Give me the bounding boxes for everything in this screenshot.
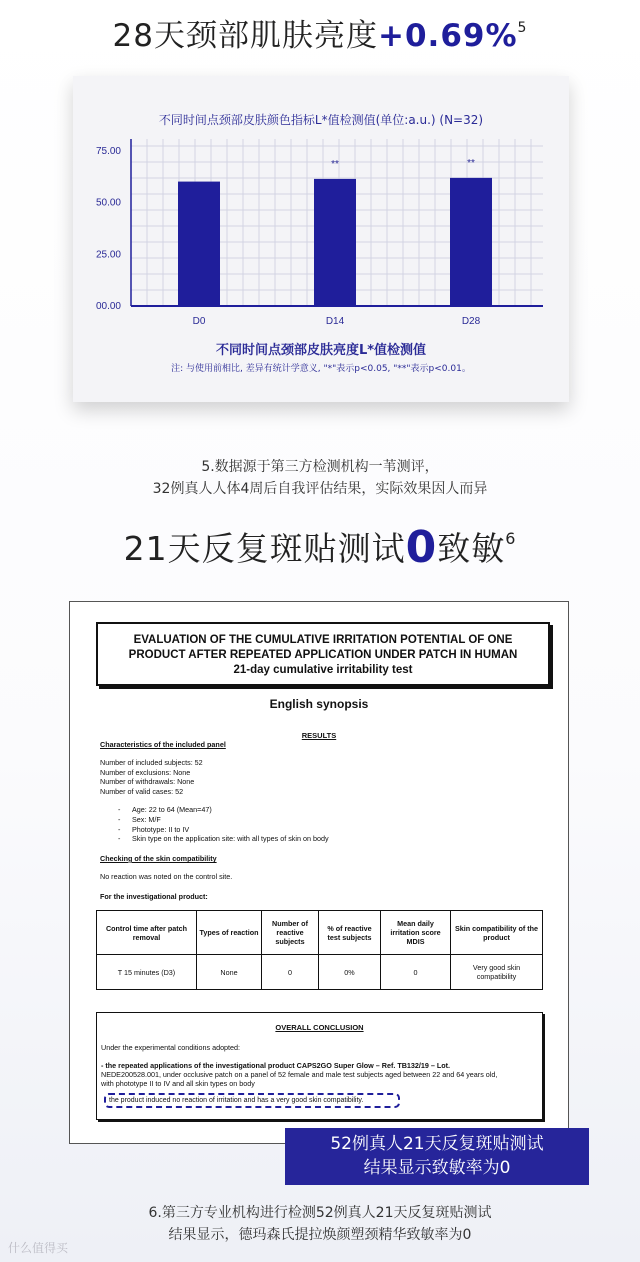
watermark: 什么值得买 [8, 1241, 69, 1255]
footnote-6 [0, 1202, 640, 1246]
report-document [69, 601, 569, 1144]
heading-brightness-ref: 5 [517, 20, 528, 36]
footnote-5-line-1: 5.数据源于第三方检测机构一苇测评， [201, 459, 439, 475]
product-heading: For the investigational product: [100, 892, 208, 901]
conclusion-box [96, 1012, 543, 1120]
bullet-item: - Phototype: II to IV [118, 825, 329, 835]
table-cell: Very good skin compatibility [451, 955, 543, 990]
panel-lines [100, 758, 203, 796]
heading-patch-ref: 6 [505, 529, 517, 548]
bar-chart [73, 131, 569, 339]
panel-line: Number of valid cases: 52 [100, 786, 184, 796]
panel-line: Number of included subjects: 52 [100, 758, 203, 767]
report-title-box [96, 622, 550, 686]
table-cell: 0% [319, 955, 381, 990]
bullet-item: - Sex: M/F [118, 815, 329, 825]
conclusion-text-1: - the repeated applications of the investigational product CAPS2GO Super Glow – Ref. TB132/19 – Lot. [101, 1061, 451, 1070]
compat-text: No reaction was noted on the control site. [100, 872, 233, 881]
table-cell: T 15 minutes (D3) [97, 955, 197, 990]
table-header: Types of reaction [197, 911, 262, 955]
panel-line: Number of exclusions: None [100, 767, 191, 777]
conclusion-text-2: NEDE200528.001, under occlusive patch on a panel of 52 female and male test subjects aged between 22 and 64 years old, [101, 1070, 498, 1079]
table-header: Mean daily irritation score MDIS [381, 911, 451, 955]
bar [450, 178, 492, 306]
significance-label: ** [467, 157, 475, 169]
heading-patch-post: 致敏 [437, 529, 506, 568]
report-results-heading: RESULTS [301, 731, 337, 740]
compat-heading: Checking of the skin compatibility [100, 854, 217, 863]
chart-xaxis-title: 不同时间点颈部皮肤亮度L*值检测值 [215, 343, 427, 358]
y-tick-label: 50.00 [95, 197, 121, 209]
table-cell: 0 [262, 955, 319, 990]
result-badge-line-1: 52例真人21天反复斑贴测试 [330, 1134, 544, 1154]
footnote-6-line-1: 6.第三方专业机构进行检测52例真人21天反复斑贴测试 [148, 1205, 492, 1221]
report-title-line-2: PRODUCT AFTER REPEATED APPLICATION UNDER PATCH IN HUMAN [128, 649, 518, 661]
x-tick-label: D14 [325, 316, 345, 327]
table-header: % of reactive test subjects [319, 911, 381, 955]
report-title-line-1: EVALUATION OF THE CUMULATIVE IRRITATION POTENTIAL OF ONE [133, 634, 513, 646]
chart-title: 不同时间点颈部皮肤颜色指标L*值检测值(单位:a.u.) (N=32) [158, 113, 484, 127]
y-tick-label: 25.00 [95, 249, 121, 261]
chart-note: 注: 与使用前相比, 差异有统计学意义, "*"表示p<0.05, "**"表示p<0.01。 [171, 364, 471, 374]
panel-line: Number of withdrawals: None [100, 777, 195, 786]
report-synopsis: English synopsis [269, 697, 369, 711]
footnote-5 [0, 456, 640, 500]
result-badge-line-2: 结果显示致敏率为0 [363, 1158, 511, 1178]
conclusion-title: OVERALL CONCLUSION [275, 1023, 364, 1032]
table-header: Number of reactive subjects [262, 911, 319, 955]
result-badge [285, 1128, 589, 1185]
conclusion-text-3: with phototype II to IV and all skin types on body [101, 1079, 255, 1088]
report-title-line-3: 21-day cumulative irritability test [233, 664, 413, 676]
results-table [96, 910, 543, 990]
heading-patch-pre: 21天反复斑贴测试 [123, 529, 406, 568]
heading-brightness-value: +0.69% [378, 18, 518, 54]
chart-card [73, 76, 569, 402]
heading-brightness-text: 28天颈部肌肤亮度 [112, 18, 378, 54]
footnote-6-line-2: 结果显示，德玛森氏提拉焕颜塑颈精华致敏率为0 [168, 1227, 472, 1243]
table-cell: None [197, 955, 262, 990]
panel-bullets [118, 805, 329, 844]
heading-brightness [0, 10, 640, 55]
table-header: Skin compatibility of the product [451, 911, 543, 955]
bullet-item: - Skin type on the application site: with all types of skin on body [118, 834, 329, 844]
bar [314, 179, 356, 306]
x-tick-label: D0 [192, 316, 206, 327]
footnote-5-line-2: 32例真人人体4周后自我评估结果，实际效果因人而异 [152, 481, 488, 497]
bar [178, 182, 220, 306]
table-header: Control time after patch removal [97, 911, 197, 955]
significance-label: ** [331, 158, 339, 170]
table-cell: 0 [381, 955, 451, 990]
panel-heading: Characteristics of the included panel [100, 740, 226, 749]
heading-patch-zero: 0 [405, 522, 438, 573]
y-tick-label: 00.00 [95, 301, 121, 312]
y-tick-label: 75.00 [95, 146, 121, 157]
table-row [97, 955, 543, 990]
heading-patch-test [0, 522, 640, 573]
table-header-row [97, 911, 543, 955]
x-tick-label: D28 [461, 316, 481, 327]
conclusion-highlight: the product induced no reaction of irritation and has a very good skin compatibility. [104, 1093, 400, 1108]
conclusion-intro: Under the experimental conditions adopted: [101, 1043, 241, 1052]
bullet-item: - Age: 22 to 64 (Mean=47) [118, 805, 329, 815]
